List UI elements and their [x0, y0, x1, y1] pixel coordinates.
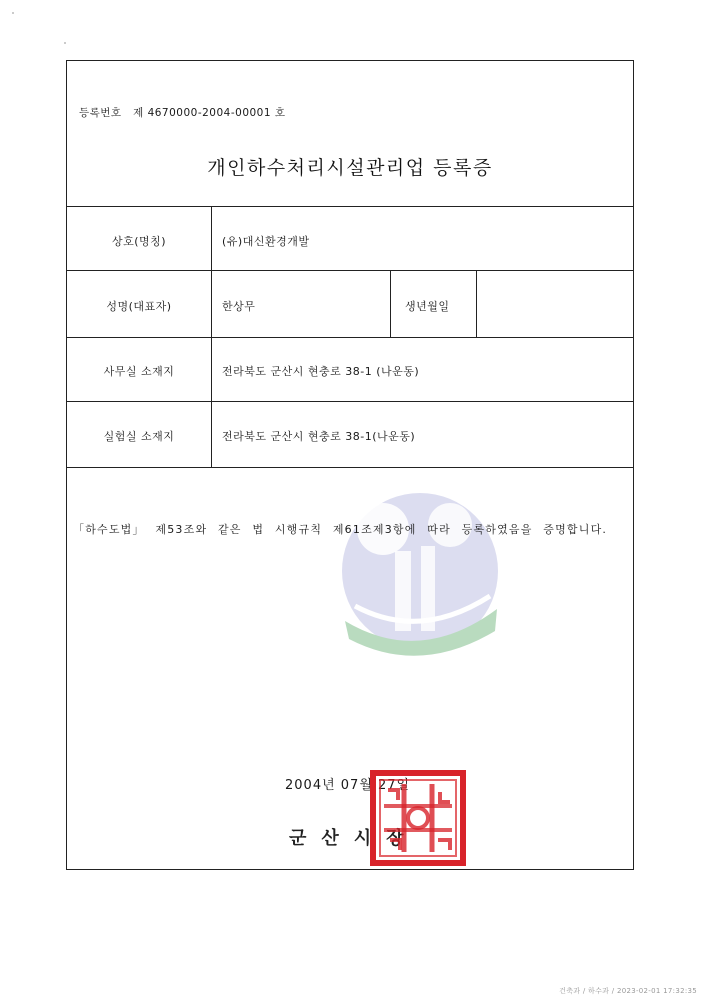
- office-address-value: 전라북도 군산시 현충로 38-1 (나운동): [222, 365, 420, 378]
- certification-statement: 「하수도법」 제53조와 같은 법 시행규칙 제61조제3항에 따라 등록하였음을 증명합니다.: [73, 523, 608, 536]
- certificate-title: 개인하수처리시설관리업 등록증: [207, 157, 493, 179]
- company-label: 상호(명칭): [111, 235, 167, 248]
- lab-address-value: 전라북도 군산시 현충로 38-1(나운동): [222, 430, 416, 443]
- company-value: (유)대신환경개발: [222, 235, 310, 248]
- issuer-title: 군산시장: [289, 828, 419, 849]
- representative-label: 성명(대표자): [106, 300, 172, 313]
- birth-label: 생년월일: [405, 300, 450, 313]
- office-address-label: 사무실 소재지: [103, 365, 175, 378]
- representative-value: 한상무: [222, 300, 256, 313]
- print-footer: 건축과 / 하수과 / 2023-02-01 17:32:35: [559, 987, 697, 995]
- registration-number: 등록번호 제 4670000-2004-00001 호: [79, 107, 286, 119]
- official-seal-stamp: [370, 770, 466, 866]
- issue-date: 2004년 07월 27일: [285, 778, 411, 793]
- certificate-frame: [66, 60, 634, 870]
- lab-address-label: 실험실 소재지: [103, 430, 175, 443]
